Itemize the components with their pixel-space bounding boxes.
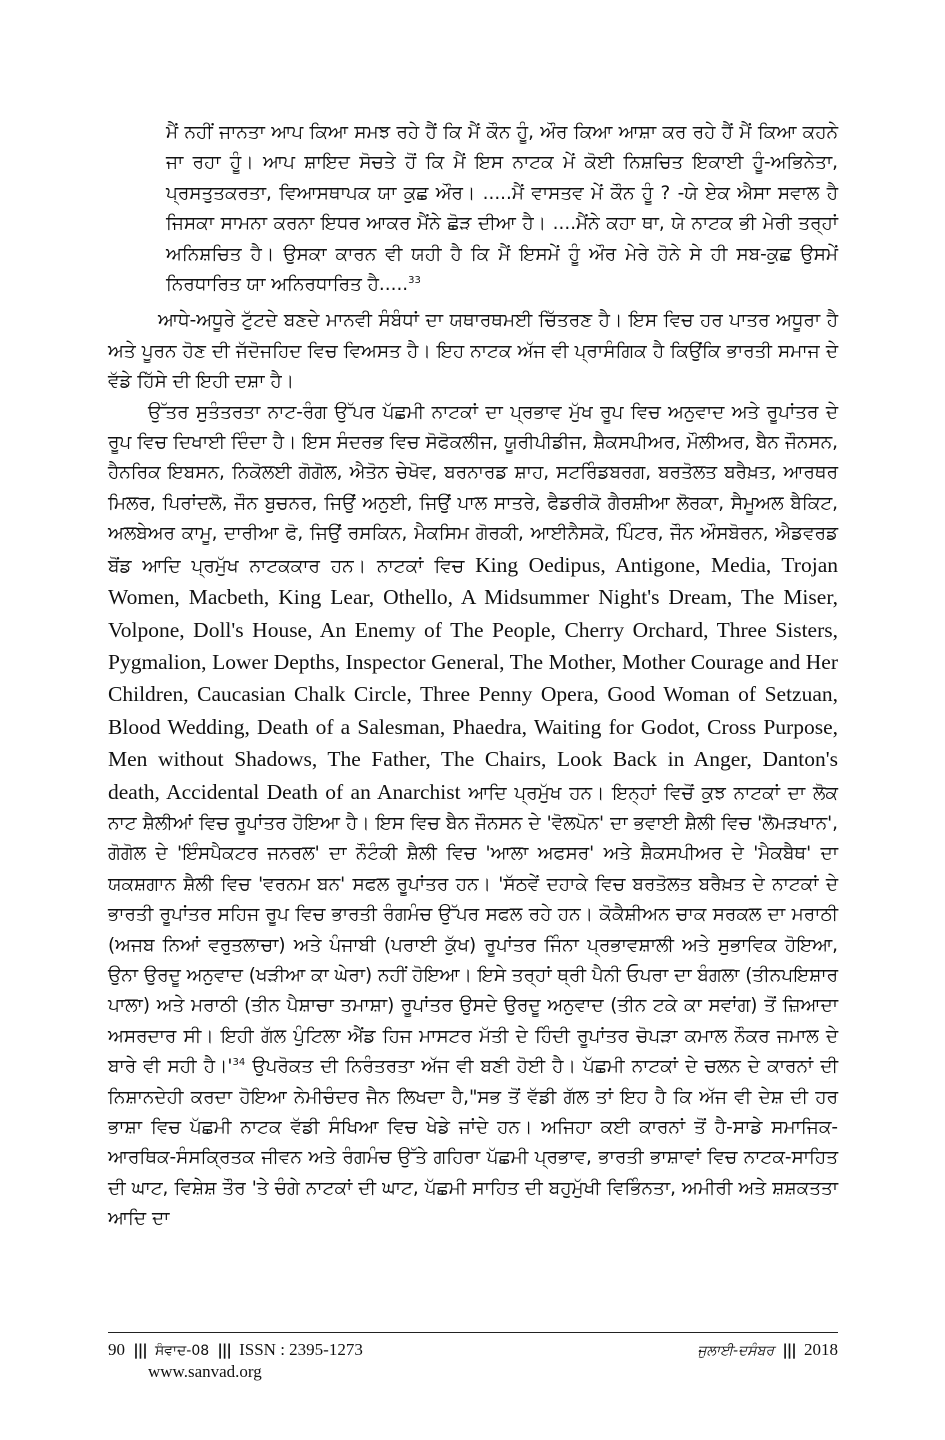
block-quote	[166, 118, 838, 300]
paragraph-text: ਉਪਰੋਕਤ ਦੀ ਨਿਰੰਤਰਤਾ ਅੱਜ ਵੀ ਬਣੀ ਹੋਈ ਹੈ। ਪੱਛਮੀ ਨਾਟਕਾਂ ਦੇ ਚਲਨ ਦੇ ਕਾਰਨਾਂ ਦੀ ਨਿਸ਼ਾਨਦੇਹੀ ਕਰਦਾ ਹੋਇਆ ਨੇਮੀਚੰਦਰ ਜੈਨ ਲਿਖਦਾ ਹੈ,"ਸਭ ਤੋਂ ਵੱਡੀ ਗੱਲ ਤਾਂ ਇਹ ਹੈ ਕਿ ਅੱਜ ਵੀ ਦੇਸ਼ ਦੀ ਹਰ ਭਾਸ਼ਾ ਵਿਚ ਪੱਛਮੀ ਨਾਟਕ ਵੱਡੀ ਸੰਖਿਆ ਵਿਚ ਖੇਡੇ ਜਾਂਦੇ ਹਨ। ਅਜਿਹਾ ਕਈ ਕਾਰਨਾਂ ਤੋਂ ਹੈ-ਸਾਡੇ ਸਮਾਜਿਕ-ਆਰਥਿਕ-ਸੰਸਕ੍ਰਿਤਕ ਜੀਵਨ ਅਤੇ ਰੰਗਮੰਚ ਉੱਤੇ ਗਹਿਰਾ ਪੱਛਮੀ ਪ੍ਰਭਾਵ, ਭਾਰਤੀ ਭਾਸ਼ਾਵਾਂ ਵਿਚ ਨਾਟਕ-ਸਾਹਿਤ ਦੀ ਘਾਟ, ਵਿਸ਼ੇਸ਼ ਤੌਰ 'ਤੇ ਚੰਗੇ ਨਾਟਕਾਂ ਦੀ ਘਾਟ, ਪੱਛਮੀ ਸਾਹਿਤ ਦੀ ਬਹੁਮੁੱਖੀ ਵਿਭਿੰਨਤਾ, ਅਮੀਰੀ ਅਤੇ ਸ਼ਸ਼ਕਤਤਾ ਆਦਿ ਦਾ	[108, 1056, 838, 1230]
play-titles-list: King Oedipus, Antigone, Media, Trojan Women, Macbeth, King Lear, Othello, A Midsummer Night's Dream, The Miser, Volpone, Doll's House, An Enemy of The People, Cherry Orchard, Three Sisters, Pygmalion, Lower Depths, Inspector General, The Mother, Mother Courage and Her Children, Caucasian Chalk Circle, Three Penny Opera, Good Woman of Setzuan, Blood Wedding, Death of a Salesman, Phaedra, Waiting for Godot, Cross Purpose, Men without Shadows, The Father, The Chairs, Look Back in Anger, Danton's death, Accidental Death of an Anarchist	[108, 552, 838, 804]
page-number: 90	[108, 1340, 125, 1359]
footnote-marker: 33	[408, 274, 421, 286]
issue-year: 2018	[804, 1340, 838, 1359]
journal-name: ਸੰਵਾਦ-08	[154, 1343, 210, 1359]
footer-divider	[108, 1332, 838, 1333]
separator-icon: |||	[133, 1341, 147, 1359]
separator-icon: |||	[782, 1341, 796, 1359]
website-link[interactable]: www.sanvad.org	[148, 1362, 262, 1381]
paragraph-text: ਉੱਤਰ ਸੁਤੰਤਰਤਾ ਨਾਟ-ਰੰਗ ਉੱਪਰ ਪੱਛਮੀ ਨਾਟਕਾਂ ਦਾ ਪ੍ਰਭਾਵ ਮੁੱਖ ਰੂਪ ਵਿਚ ਅਨੁਵਾਦ ਅਤੇ ਰੂਪਾਂਤਰ ਦੇ ਰੂਪ ਵਿਚ ਦਿਖਾਈ ਦਿੰਦਾ ਹੈ। ਇਸ ਸੰਦਰਭ ਵਿਚ ਸੋਫੋਕਲੀਜ, ਯੂਰੀਪੀਡੀਜ, ਸ਼ੈਕਸਪੀਅਰ, ਮੌਲੀਅਰ, ਬੈਨ ਜੌਨਸਨ, ਹੈਨਰਿਕ ਇਬਸਨ, ਨਿਕੋਲਈ ਗੋਗੋਲ, ਐਤੋਨ ਚੇਖੋਵ, ਬਰਨਾਰਡ ਸ਼ਾਹ, ਸਟਰਿੰਡਬਰਗ, ਬਰਤੋਲਤ ਬਰੈਖ਼ਤ, ਆਰਥਰ ਮਿਲਰ, ਪਿਰਾਂਦਲੋ, ਜੌਨ ਬੁਚਨਰ, ਜਿਉਂ ਅਨੁਈ, ਜਿਉਂ ਪਾਲ ਸਾਤਰੇ, ਫੈਡਰੀਕੋ ਗੈਰਸ਼ੀਆ ਲੋਰਕਾ, ਸੈਮੂਅਲ ਬੈਕਿਟ, ਅਲਬੇਅਰ ਕਾਮੂ, ਦਾਰੀਆ ਫੋ, ਜਿਉਂ ਰਸਕਿਨ, ਮੈਕਸਿਮ ਗੋਰਕੀ, ਆਈਨੈਸਕੋ, ਪਿੰਟਰ, ਜੌਨ ਔਸਬੋਰਨ, ਐਡਵਰਡ ਬੋਂਡ ਆਦਿ ਪ੍ਰਮੁੱਖ ਨਾਟਕਕਾਰ ਹਨ। ਨਾਟਕਾਂ ਵਿਚ	[108, 401, 838, 577]
issue-period: ਜੁਲਾਈ-ਦਸੰਬਰ	[697, 1343, 775, 1359]
quote-text: ਮੈਂ ਨਹੀਂ ਜਾਨਤਾ ਆਪ ਕਿਆ ਸਮਝ ਰਹੇ ਹੈਂ ਕਿ ਮੈਂ ਕੌਨ ਹੂੰ, ਔਰ ਕਿਆ ਆਸ਼ਾ ਕਰ ਰਹੇ ਹੈਂ ਮੈਂ ਕਿਆ ਕਹਨੇ ਜਾ ਰਹਾ ਹੂੰ। ਆਪ ਸ਼ਾਇਦ ਸੋਚਤੇ ਹੋਂ ਕਿ ਮੈਂ ਇਸ ਨਾਟਕ ਮੇਂ ਕੋਈ ਨਿਸ਼ਚਿਤ ਇਕਾਈ ਹੂੰ-ਅਭਿਨੇਤਾ, ਪ੍ਰਸਤੁਤਕਰਤਾ, ਵਿਆਸਥਾਪਕ ਯਾ ਕੁਛ ਔਰ। .....ਮੈਂ ਵਾਸਤਵ ਮੇਂ ਕੌਨ ਹੂੰ ? -ਯੇ ਏਕ ਐਸਾ ਸਵਾਲ ਹੈ ਜਿਸਕਾ ਸਾਮਨਾ ਕਰਨਾ ਇਧਰ ਆਕਰ ਮੈਂਨੇ ਛੋੜ ਦੀਆ ਹੈ। ....ਮੈਂਨੇ ਕਹਾ ਥਾ, ਯੇ ਨਾਟਕ ਭੀ ਮੇਰੀ ਤਰ੍ਹਾਂ ਅਨਿਸ਼ਚਿਤ ਹੈ। ਉਸਕਾ ਕਾਰਨ ਵੀ ਯਹੀ ਹੈ ਕਿ ਮੈਂ ਇਸਮੇਂ ਹੂੰ ਔਰ ਮੇਰੇ ਹੋਨੇ ਸੇ ਹੀ ਸਬ-ਕੁਛ ਉਸਮੇਂ ਨਿਰਧਾਰਿਤ ਯਾ ਅਨਿਰਧਾਰਿਤ ਹੈ.....	[166, 122, 838, 296]
footer-right	[697, 1340, 838, 1360]
footnote-marker: 34	[232, 1057, 246, 1069]
paragraph-text: ਆਦਿ ਪ੍ਰਮੁੱਖ ਹਨ। ਇਨ੍ਹਾਂ ਵਿਚੋਂ ਕੁਝ ਨਾਟਕਾਂ ਦਾ ਲੋਕ ਨਾਟ ਸ਼ੈਲੀਆਂ ਵਿਚ ਰੂਪਾਂਤਰ ਹੋਇਆ ਹੈ। ਇਸ ਵਿਚ ਬੈਨ ਜੌਨਸਨ ਦੇ 'ਵੋਲਪੋਨ' ਦਾ ਭਵਾਈ ਸ਼ੈਲੀ ਵਿਚ 'ਲੋਮੜਖਾਨ', ਗੋਗੋਲ ਦੇ 'ਇੰਸਪੈਕਟਰ ਜਨਰਲ' ਦਾ ਨੌਟੰਕੀ ਸ਼ੈਲੀ ਵਿਚ 'ਆਲਾ ਅਫਸਰ' ਅਤੇ ਸ਼ੈਕਸਪੀਅਰ ਦੇ 'ਮੈਕਬੈਥ' ਦਾ ਯਕਸ਼ਗਾਨ ਸ਼ੈਲੀ ਵਿਚ 'ਵਰਨਮ ਬਨ' ਸਫਲ ਰੂਪਾਂਤਰ ਹਨ। 'ਸੱਠਵੇਂ ਦਹਾਕੇ ਵਿਚ ਬਰਤੋਲਤ ਬਰੈਖ਼ਤ ਦੇ ਨਾਟਕਾਂ ਦੇ ਭਾਰਤੀ ਰੂਪਾਂਤਰ ਸਹਿਜ ਰੂਪ ਵਿਚ ਭਾਰਤੀ ਰੰਗਮੰਚ ਉੱਪਰ ਸਫਲ ਰਹੇ ਹਨ। ਕੋਕੈਸ਼ੀਅਨ ਚਾਕ ਸਰਕਲ ਦਾ ਮਰਾਠੀ (ਅਜਬ ਨਿਆਂ ਵਰੁਤਲਾਚਾ) ਅਤੇ ਪੰਜਾਬੀ (ਪਰਾਈ ਕੁੱਖ) ਰੂਪਾਂਤਰ ਜਿੰਨਾ ਪ੍ਰਭਾਵਸ਼ਾਲੀ ਅਤੇ ਸੁਭਾਵਿਕ ਹੋਇਆ, ਉਨਾ ਉਰਦੂ ਅਨੁਵਾਦ (ਖੜੀਆ ਕਾ ਘੇਰਾ) ਨਹੀਂ ਹੋਇਆ। ਇਸੇ ਤਰ੍ਹਾਂ ਥ੍ਰੀ ਪੈਨੀ ਓਪਰਾ ਦਾ ਬੰਗਲਾ (ਤੀਨਪਇਸ਼ਾਰ ਪਾਲਾ) ਅਤੇ ਮਰਾਠੀ (ਤੀਨ ਪੈਸ਼ਾਚਾ ਤਮਾਸ਼ਾ) ਰੂਪਾਂਤਰ ਉਸਦੇ ਉਰਦੂ ਅਨੁਵਾਦ (ਤੀਨ ਟਕੇ ਕਾ ਸਵਾਂਗ) ਤੋਂ ਜ਼ਿਆਦਾ ਅਸਰਦਾਰ ਸੀ। ਇਹੀ ਗੱਲ ਪੁੰਟਿਲਾ ਐਂਡ ਹਿਜ ਮਾਸਟਰ ਮੱਤੀ ਦੇ ਹਿੰਦੀ ਰੂਪਾਂਤਰ ਚੋਪੜਾ ਕਮਾਲ ਨੌਕਰ ਜਮਾਲ ਦੇ ਬਾਰੇ ਵੀ ਸਹੀ ਹੈ।'	[108, 782, 838, 1078]
paragraph: ਆਧੇ-ਅਧੂਰੇ ਟੁੱਟਦੇ ਬਣਦੇ ਮਾਨਵੀ ਸੰਬੰਧਾਂ ਦਾ ਯਥਾਰਥਮਈ ਚਿੱਤਰਣ ਹੈ। ਇਸ ਵਿਚ ਹਰ ਪਾਤਰ ਅਧੂਰਾ ਹੈ ਅਤੇ ਪੂਰਨ ਹੋਣ ਦੀ ਜੱਦੋਜਹਿਦ ਵਿਚ ਵਿਅਸਤ ਹੈ। ਇਹ ਨਾਟਕ ਅੱਜ ਵੀ ਪ੍ਰਾਸੰਗਿਕ ਹੈ ਕਿਉਂਕਿ ਭਾਰਤੀ ਸਮਾਜ ਦੇ ਵੱਡੇ ਹਿੱਸੇ ਦੀ ਇਹੀ ਦਸ਼ਾ ਹੈ।	[108, 310, 838, 393]
footer-left	[108, 1340, 363, 1360]
body-text	[108, 118, 838, 1235]
separator-icon: |||	[217, 1341, 231, 1359]
paragraph	[108, 398, 838, 1235]
issn: ISSN : 2395-1273	[239, 1340, 363, 1359]
